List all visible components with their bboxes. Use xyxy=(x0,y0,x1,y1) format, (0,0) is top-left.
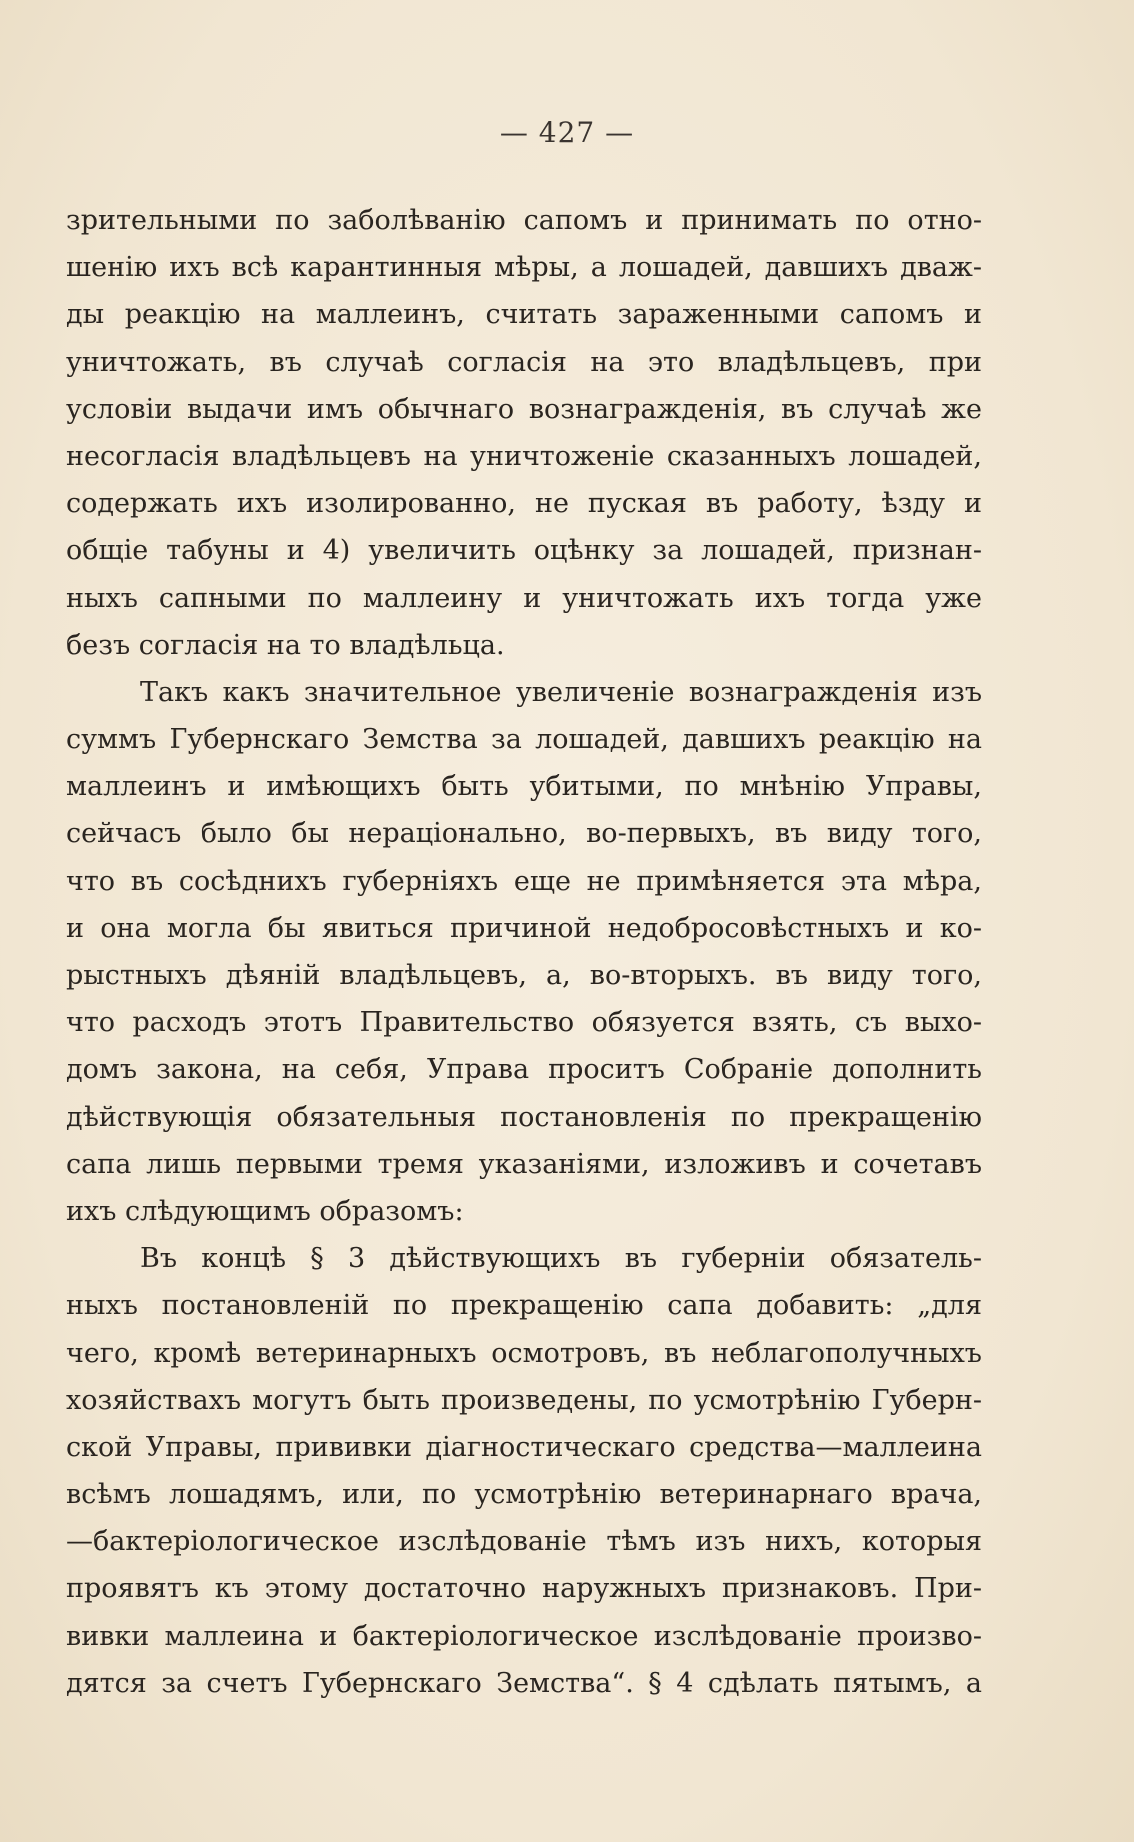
text-line: —бактеріологическое изслѣдованіе тѣмъ изъ нихъ, которыя xyxy=(66,1526,982,1558)
text-line: хозяйствахъ могутъ быть произведены, по усмотрѣнію Губерн- xyxy=(66,1384,982,1416)
text-line: и она могла бы явиться причиной недобросовѣстныхъ и ко- xyxy=(66,912,982,944)
text-line: домъ закона, на себя, Управа проситъ Собраніе дополнить xyxy=(66,1054,982,1086)
text-line: общіе табуны и 4) увеличить оцѣнку за лошадей, признан- xyxy=(66,535,982,567)
text-line: ской Управы, прививки діагностическаго средства—маллеина xyxy=(66,1431,982,1463)
text-line: ихъ слѣдующимъ образомъ: xyxy=(66,1195,464,1227)
text-line: сапа лишь первыми тремя указаніями, изложивъ и сочетавъ xyxy=(66,1148,982,1180)
text-line: что въ сосѣднихъ губерніяхъ еще не примѣняется эта мѣра, xyxy=(66,865,982,897)
text-line: что расходъ этотъ Правительство обязуется взять, съ выхо- xyxy=(66,1007,982,1039)
body-text xyxy=(66,197,982,1707)
text-line: суммъ Губернскаго Земства за лошадей, давшихъ реакцію на xyxy=(66,724,982,756)
text-line: дѣйствующія обязательныя постановленія по прекращенію xyxy=(66,1101,982,1133)
text-line: зрительными по заболѣванію сапомъ и принимать по отно- xyxy=(66,205,982,236)
text-line: всѣмъ лошадямъ, или, по усмотрѣнію ветеринарнаго врача, xyxy=(66,1479,982,1511)
text-line: рыстныхъ дѣяній владѣльцевъ, а, во-вторыхъ. въ виду того, xyxy=(66,960,982,991)
text-line: вивки маллеина и бактеріологическое изслѣдованіе произво- xyxy=(66,1620,982,1652)
paragraph-start-line: Въ концѣ § 3 дѣйствующихъ въ губерніи обязатель- xyxy=(140,1243,982,1275)
text-line: содержать ихъ изолированно, не пуская въ работу, ѣзду и xyxy=(66,488,982,520)
text-line: проявятъ къ этому достаточно наружныхъ признаковъ. При- xyxy=(66,1573,982,1605)
text-line: ныхъ постановленій по прекращенію сапа добавить: „для xyxy=(66,1290,982,1322)
page-number: — 427 — xyxy=(499,116,635,149)
text-line: несогласія владѣльцевъ на уничтоженіе сказанныхъ лошадей, xyxy=(66,440,982,472)
text-line: шенію ихъ всѣ карантинныя мѣры, а лошадей, давшихъ дваж- xyxy=(66,252,982,284)
text-line: ды реакцію на маллеинъ, считать зараженными сапомъ и xyxy=(66,299,982,331)
text-line: маллеинъ и имѣющихъ быть убитыми, по мнѣнію Управы, xyxy=(66,771,982,803)
paragraph-start-line: Такъ какъ значительное увеличеніе вознагражденія изъ xyxy=(140,676,982,708)
text-line: сейчасъ было бы нераціонально, во-первыхъ, въ виду того, xyxy=(66,818,982,850)
text-line: ныхъ сапными по маллеину и уничтожать ихъ тогда уже xyxy=(66,582,982,614)
text-line: условіи выдачи имъ обычнаго вознагражденія, въ случаѣ же xyxy=(66,393,982,425)
text-line: безъ согласія на то владѣльца. xyxy=(66,629,505,661)
text-line: чего, кромѣ ветеринарныхъ осмотровъ, въ неблагополучныхъ xyxy=(66,1337,982,1369)
text-line: дятся за счетъ Губернскаго Земства“. § 4 сдѣлать пятымъ, а xyxy=(66,1667,982,1699)
text-line: уничтожать, въ случаѣ согласія на это владѣльцевъ, при xyxy=(66,346,982,378)
